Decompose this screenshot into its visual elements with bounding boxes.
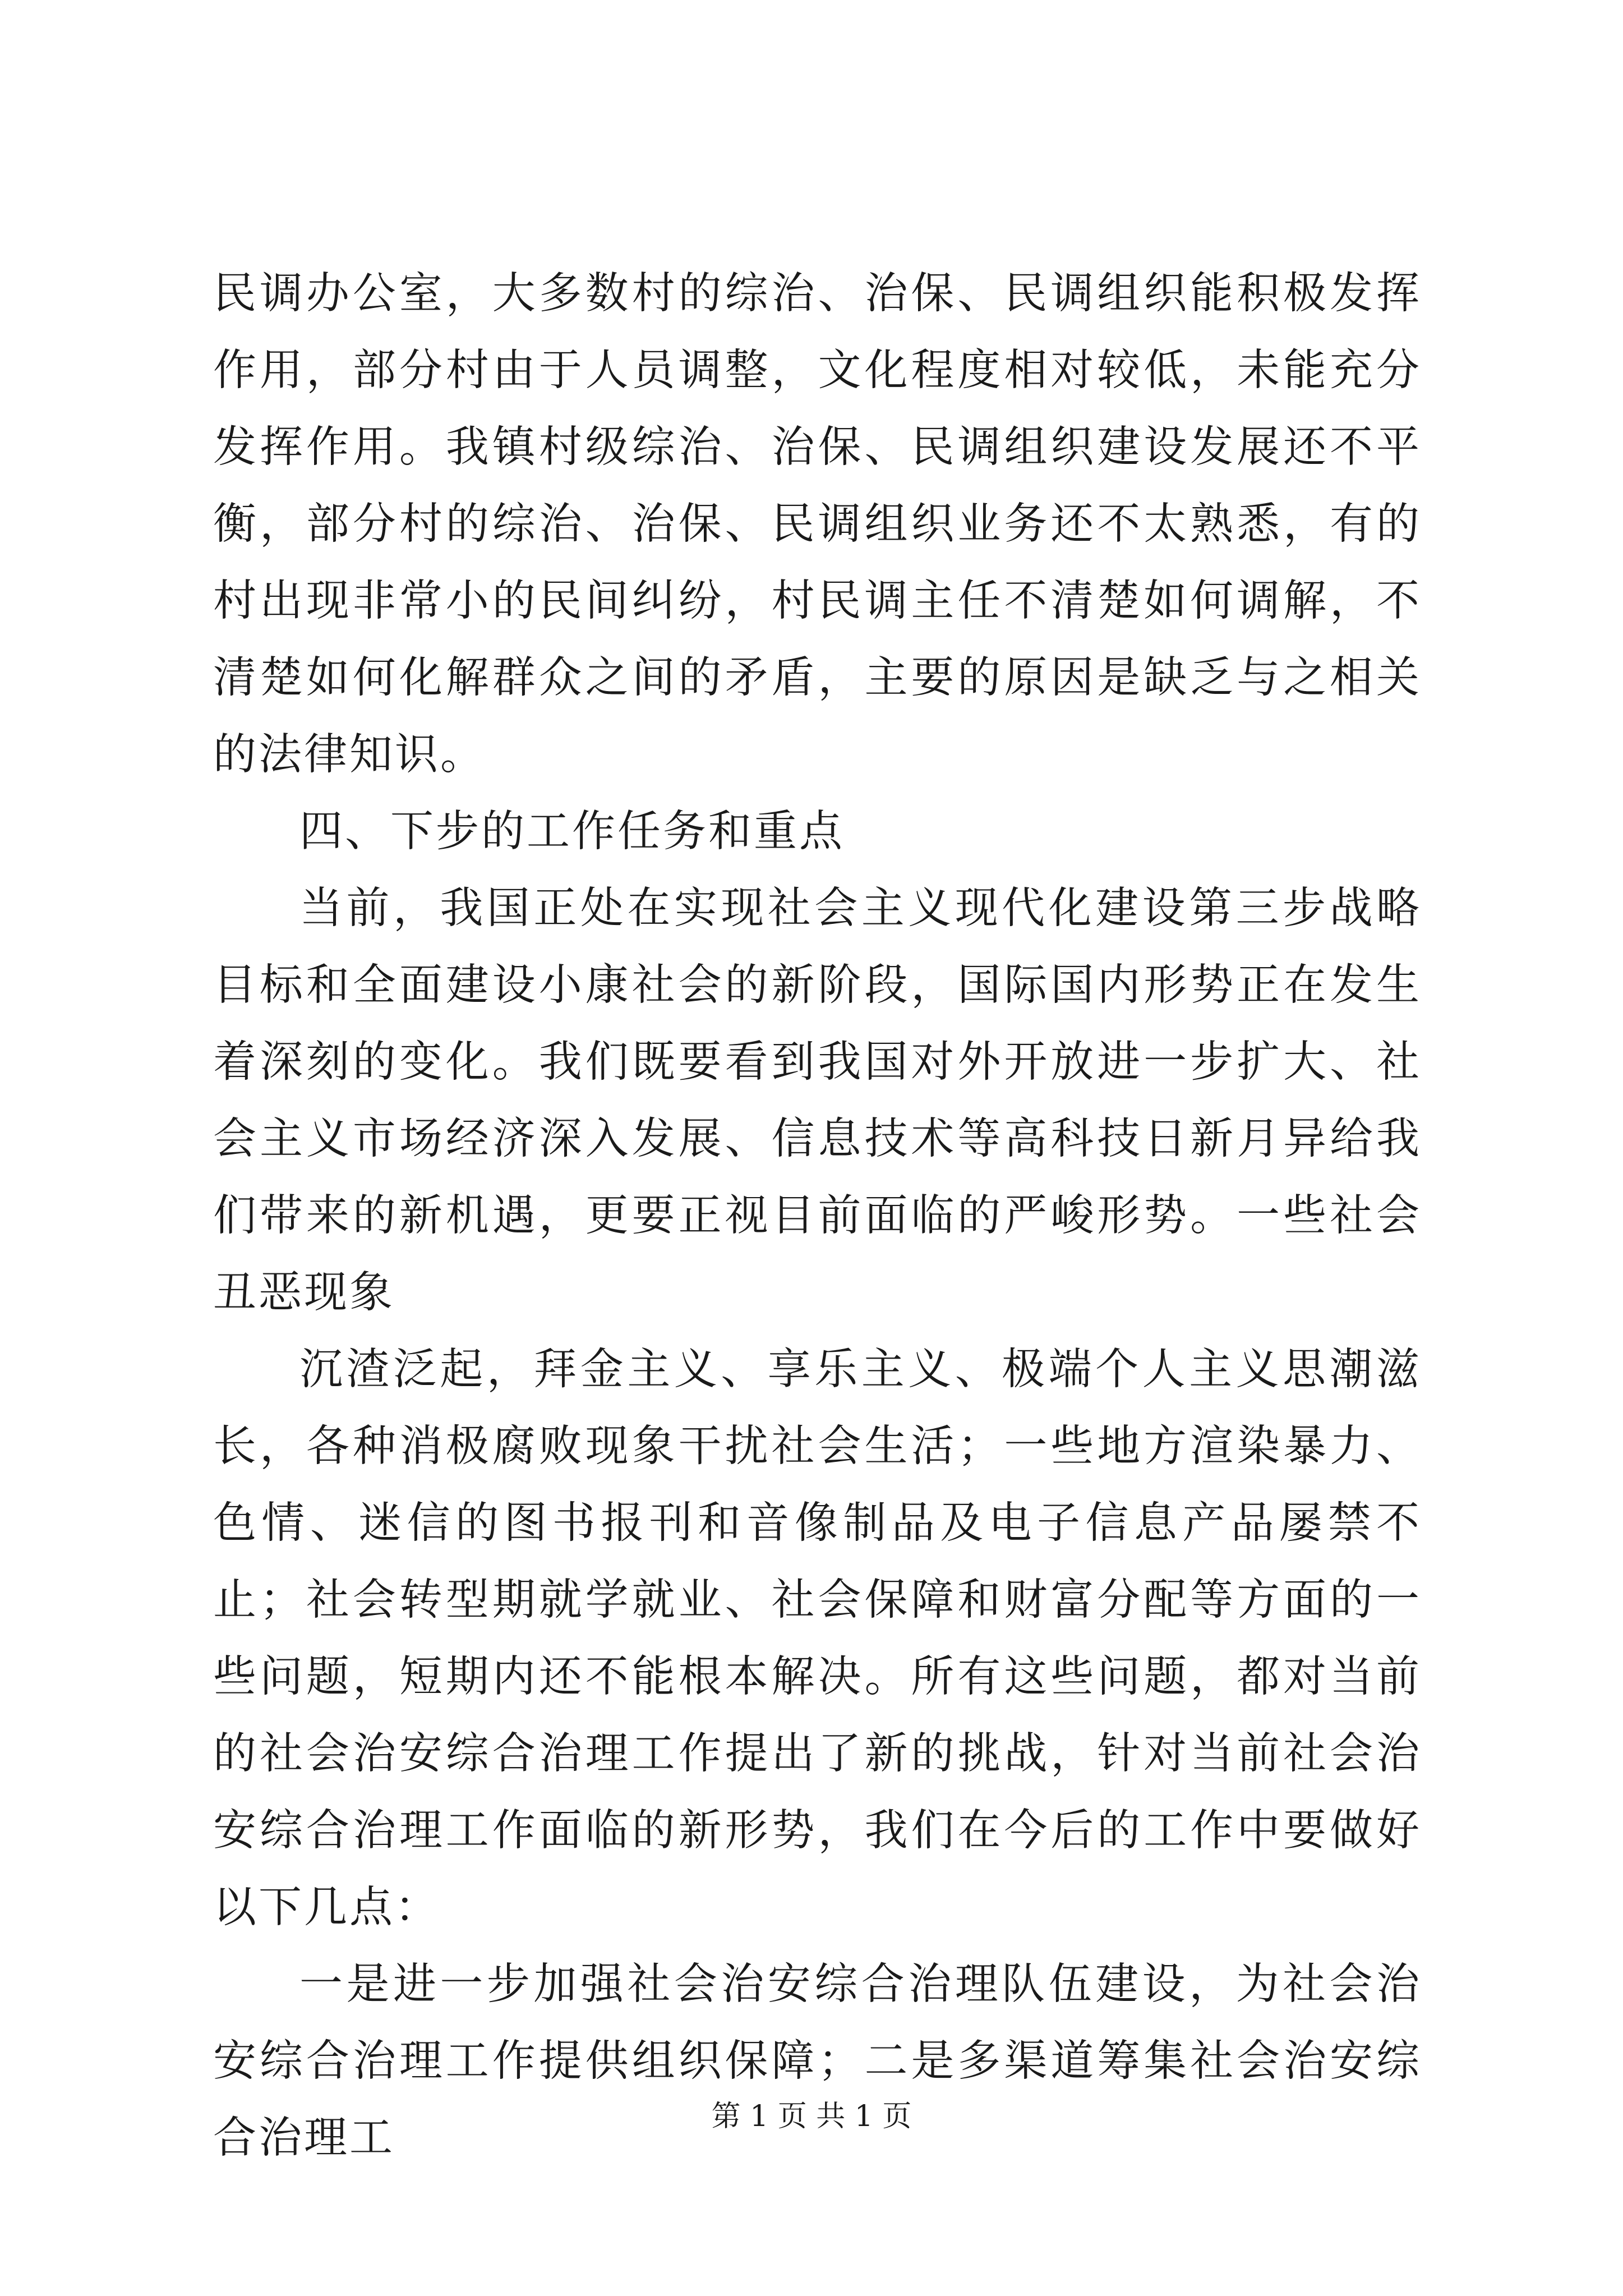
document-body [213, 255, 1422, 2177]
paragraph-1: 民调办公室，大多数村的综治、治保、民调组织能积极发挥作用，部分村由于人员调整，文化程度相对较低，未能充分发挥作用。我镇村级综治、治保、民调组织建设发展还不平衡，部分村的综治、治保、民调组织业务还不太熟悉，有的村出现非常小的民间纠纷，村民调主任不清楚如何调解，不清楚如何化解群众之间的矛盾，主要的原因是缺乏与之相关的法律知识。 [213, 269, 1422, 780]
paragraph-3: 沉渣泛起，拜金主义、享乐主义、极端个人主义思潮滋长，各种消极腐败现象干扰社会生活；一些地方渲染暴力、色情、迷信的图书报刊和音像制品及电子信息产品屡禁不止；社会转型期就学就业、社会保障和财富分配等方面的一些问题，短期内还不能根本解决。所有这些问题，都对当前的社会治安综合治理工作提出了新的挑战，针对当前社会治安综合治理工作面临的新形势，我们在今后的工作中要做好以下几点： [213, 1345, 1422, 1932]
paragraph-4: 一是进一步加强社会治安综合治理队伍建设，为社会治安综合治理工作提供组织保障；二是多渠道筹集社会治安综合治理工 [213, 1959, 1422, 2163]
paragraph-2: 当前，我国正处在实现社会主义现代化建设第三步战略目标和全面建设小康社会的新阶段，国际国内形势正在发生着深刻的变化。我们既要看到我国对外开放进一步扩大、社会主义市场经济深入发展、信息技术等高科技日新月异给我们带来的新机遇，更要正视目前面临的严峻形势。一些社会丑恶现象 [213, 884, 1422, 1318]
page-footer: 第 1 页 共 1 页 [711, 2100, 912, 2133]
section-heading: 四、下步的工作任务和重点 [299, 807, 845, 857]
